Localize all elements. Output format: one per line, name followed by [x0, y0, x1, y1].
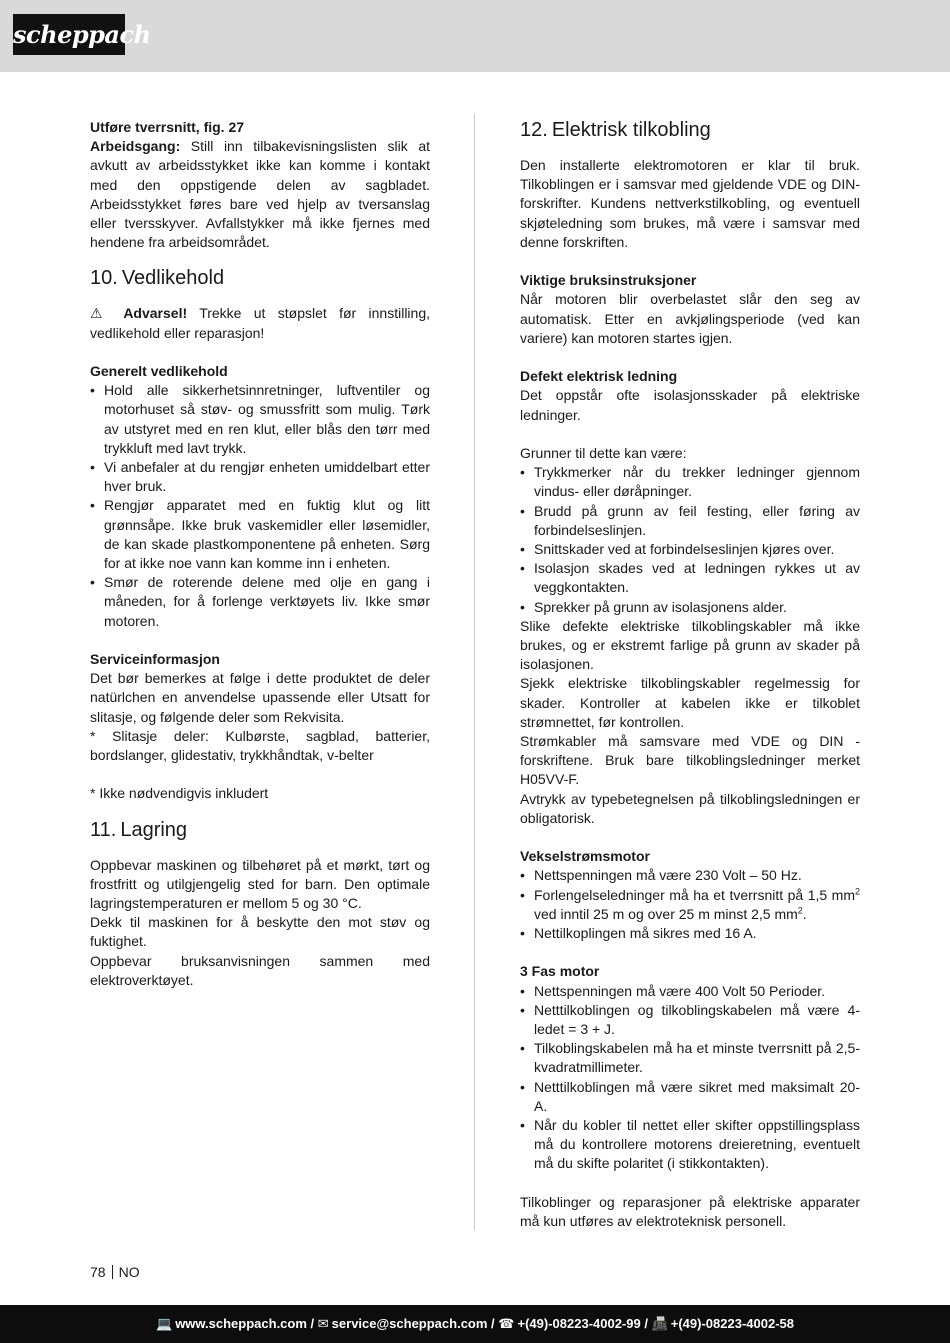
- defective-cable-text: Det oppstår ofte isolasjonsskader på elektriske ledninger.: [520, 387, 860, 423]
- left-column: [90, 118, 430, 990]
- page-number: 78 NO: [90, 1264, 140, 1280]
- scheppach-logo: scheppach: [13, 14, 125, 55]
- cables-text-1: Slike defekte elektriske tilkoblingskabler må ikke brukes, og er ekstremt farlige på grunn av skader på isolasjonen.: [520, 617, 860, 673]
- storage-text-3: Oppbevar bruksanvisningen sammen med elektroverktøyet.: [90, 952, 430, 988]
- defective-cable-title: Defekt elektrisk ledning: [520, 368, 678, 385]
- list-item: • Brudd på grunn av feil festing, eller føring av forbindelseslinjen.: [520, 502, 860, 540]
- list-item: • Smør de roterende delene med olje en gang i måneden, for å forlenge verktøyets liv. Ikke smør motoren.: [90, 573, 430, 631]
- maintenance-heading: 10. Vedlikehold: [90, 267, 225, 290]
- storage-text-2: Dekk til maskinen for å beskytte den mot støv og fuktighet.: [90, 914, 430, 950]
- fax-number: +(49)-08223-4002-58: [670, 1316, 794, 1331]
- list-item: • Forlengelseledninger må ha et tverrsnitt på 1,5 $mm^2$ ved inntil 25 m og over 25 m minst 2,5 $mm^2$.: [520, 886, 860, 924]
- general-maintenance-list: [90, 381, 430, 631]
- three-phase-title: 3 Fas motor: [520, 963, 600, 980]
- list-item: • Trykkmerker når du trekker ledninger gjennom vindus- eller døråpninger.: [520, 463, 860, 501]
- list-item: • Netttilkoblingen må være sikret med maksimalt 20-A.: [520, 1078, 860, 1116]
- warning-label: Advarsel!: [123, 305, 188, 322]
- service-info-text: Det bør bemerkes at følge i dette produktet de deler natürlchen en anvendelse upassende eller Utsatt for slitasje, og følgende deler som Rekvisita.: [90, 670, 430, 725]
- warning-paragraph: [90, 304, 430, 342]
- list-item: • Nettspenningen må være 230 Volt – 50 Hz.: [520, 866, 860, 885]
- ac-motor-list: [520, 866, 860, 943]
- ac-motor-title: Vekselstrømsmotor: [520, 848, 650, 865]
- page-footer: 💻 www.scheppach.com / ✉ service@scheppach.com / ☎ +(49)-08223-4002-99 / 📠 +(49)-08223-4002-58: [0, 1305, 950, 1343]
- closing-text: Tilkoblinger og reparasjoner på elektriske apparater må kun utføres av elektroteknisk personell.: [520, 1193, 860, 1230]
- crosscut-label: Arbeidsgang:: [90, 138, 181, 155]
- column-divider: [474, 114, 475, 1230]
- cables-text-4: Avtrykk av typebetegnelsen på tilkoblingsledningen er obligatorisk.: [520, 790, 860, 826]
- website-link[interactable]: www.scheppach.com: [175, 1316, 307, 1331]
- list-item: • Isolasjon skades ved at ledningen rykkes ut av veggkontakten.: [520, 559, 860, 597]
- list-item: • Netttilkoblingen og tilkoblingskabelen må være 4-ledet = 3 + J.: [520, 1001, 860, 1039]
- phone-icon: ☎: [498, 1316, 515, 1331]
- general-maintenance-title: Generelt vedlikehold: [90, 363, 228, 380]
- important-instructions-title: Viktige bruksinstruksjoner: [520, 272, 697, 289]
- list-item: • Tilkoblingskabelen må ha et minste tverrsnitt på 2,5-kvadratmillimeter.: [520, 1039, 860, 1077]
- language-code: NO: [118, 1264, 140, 1280]
- important-instructions-text: Når motoren blir overbelastet slår den seg av automatisk. Etter en avkjølingsperiode (ved kan variere) kan motoren startes igjen.: [520, 291, 860, 346]
- cables-text-3: Strømkabler må samsvare med VDE og DIN -forskriftene. Bruk bare tilkoblingsledninger merket H05VV-F.: [520, 733, 860, 788]
- right-column: [520, 118, 860, 1231]
- list-item: • Når du kobler til nettet eller skifter oppstillingsplass må du kontrollere motorens dreieretning, eventuelt må du skifte polaritet (i stikkontakten).: [520, 1116, 860, 1174]
- warning-text: Trekke ut støpslet før innstilling, vedlikehold eller reparasjon!: [90, 305, 430, 341]
- email-link[interactable]: service@scheppach.com: [331, 1316, 488, 1331]
- service-parts: * Slitasje deler: Kulbørste, sagblad, batterier, bordslanger, glidestativ, trykkhåndtak, v-belter: [90, 727, 430, 764]
- page-header: [0, 0, 950, 72]
- list-item: • Rengjør apparatet med en fuktig klut og litt grønnsåpe. Ikke bruk vaskemidler eller løsemidler, de kan skade plastkomponentene på enheten. Sørg for at ikke noe vann kan komme inn i enheten.: [90, 496, 430, 573]
- fax-icon: 📠: [651, 1316, 668, 1331]
- list-item: • Vi anbefaler at du rengjør enheten umiddelbart etter hver bruk.: [90, 458, 430, 496]
- computer-icon: 💻: [156, 1316, 173, 1331]
- crosscut-text: Still inn tilbakevisningslisten slik at avkutt av arbeidsstykket ikke kan komme i kontakt med den oppstigende delen av sagbladet. Arbeidsstykket føres bare ved hjelp av tversanslag eller tversskyver. Avfallstykker må ikke fjernes med hendene fra arbeidsområdet.: [90, 138, 430, 251]
- service-note: * Ikke nødvendigvis inkludert: [90, 785, 269, 802]
- list-item: • Nettilkoplingen må sikres med 16 A.: [520, 924, 860, 943]
- cables-text-2: Sjekk elektriske tilkoblingskabler regelmessig for skader. Kontroller at kabelen ikke er tilkoblet strømnettet, før kontrollen.: [520, 675, 860, 730]
- crosscut-paragraph: [90, 137, 430, 252]
- three-phase-list: [520, 982, 860, 1174]
- electrical-intro: Den installerte elektromotoren er klar til bruk. Tilkoblingen er i samsvar med gjeldende VDE og DIN-forskrifter. Kundens nettverkstilkobling, og eventuell skjøteledning som brukes, må være i samsvar med denne forskriften.: [520, 157, 860, 250]
- crosscut-title: Utføre tverrsnitt, fig. 27: [90, 119, 245, 135]
- causes-intro: Grunner til dette kan være:: [520, 445, 687, 461]
- list-item: • Nettspenningen må være 400 Volt 50 Perioder.: [520, 982, 860, 1001]
- storage-text-1: Oppbevar maskinen og tilbehøret på et mørkt, tørt og frostfritt og utilgjengelig sted for barn. Den optimale lagringstemperaturen er mellom 5 og 30 °C.: [90, 856, 430, 912]
- service-info-title: Serviceinformasjon: [90, 651, 220, 668]
- electrical-heading: 12. Elektrisk tilkobling: [520, 119, 711, 141]
- causes-list: [520, 463, 860, 617]
- storage-heading: 11. Lagring: [90, 818, 188, 841]
- warning-icon: ⚠: [90, 305, 111, 322]
- list-item: • Sprekker på grunn av isolasjonens alder.: [520, 598, 860, 617]
- list-item: • Hold alle sikkerhetsinnretninger, luftventiler og motorhuset så støv- og smussfritt som mulig. Tørk av utstyret med en ren klut, eller blås den tørr med trykkluft med lavt trykk.: [90, 381, 430, 458]
- phone-number: +(49)-08223-4002-99: [517, 1316, 641, 1331]
- mail-icon: ✉: [317, 1316, 329, 1331]
- list-item: • Snittskader ved at forbindelseslinjen kjøres over.: [520, 540, 860, 559]
